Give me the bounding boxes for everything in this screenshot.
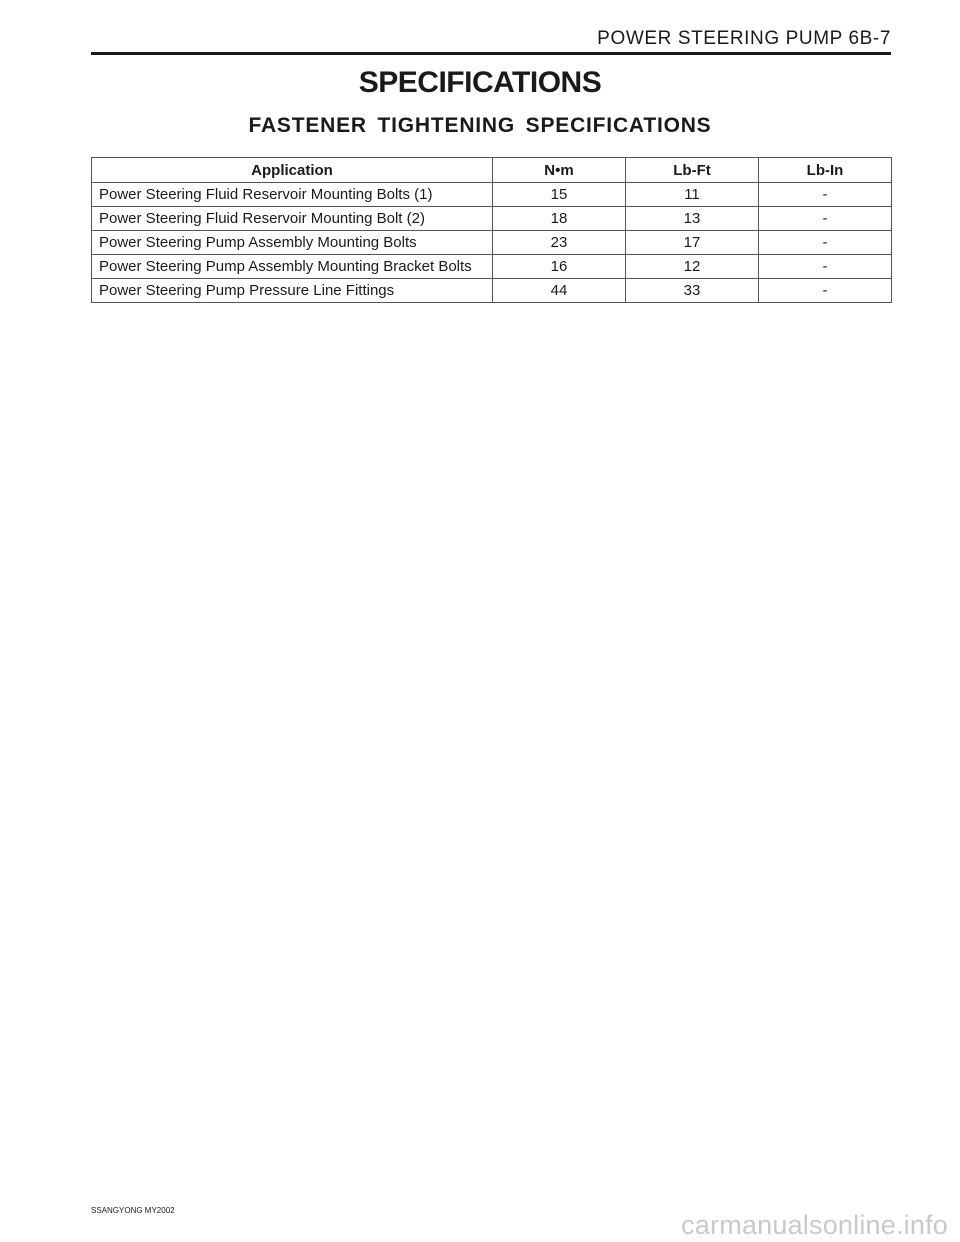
table-row xyxy=(92,255,892,279)
column-header-lbin: Lb-In xyxy=(759,158,892,183)
lbft-cell: 13 xyxy=(626,207,759,231)
page-title: SPECIFICATIONS xyxy=(358,66,602,99)
lbft-cell: 17 xyxy=(626,231,759,255)
lbin-cell: - xyxy=(759,231,892,255)
lbin-cell: - xyxy=(759,279,892,303)
nm-cell: 23 xyxy=(493,231,626,255)
watermark-text: carmanualsonline.info xyxy=(681,1210,948,1240)
nm-cell: 15 xyxy=(493,183,626,207)
application-cell: Power Steering Fluid Reservoir Mounting Bolts (1) xyxy=(92,183,493,207)
lbin-cell: - xyxy=(759,255,892,279)
nm-cell: 16 xyxy=(493,255,626,279)
table-row xyxy=(92,183,892,207)
table-row xyxy=(92,231,892,255)
lbin-cell: - xyxy=(759,183,892,207)
column-header-nm: N•m xyxy=(493,158,626,183)
table-row xyxy=(92,207,892,231)
column-header-application: Application xyxy=(92,158,493,183)
nm-cell: 44 xyxy=(493,279,626,303)
running-header: POWER STEERING PUMP 6B-7 xyxy=(597,28,891,49)
nm-cell: 18 xyxy=(493,207,626,231)
header-rule xyxy=(91,52,891,55)
table-header-row xyxy=(92,158,892,183)
application-cell: Power Steering Fluid Reservoir Mounting Bolt (2) xyxy=(92,207,493,231)
lbft-cell: 33 xyxy=(626,279,759,303)
column-header-lbft: Lb-Ft xyxy=(626,158,759,183)
publisher-mark: SSANGYONG MY2002 xyxy=(91,1206,175,1215)
fastener-spec-table xyxy=(91,157,892,303)
lbft-cell: 12 xyxy=(626,255,759,279)
application-cell: Power Steering Pump Assembly Mounting Bracket Bolts xyxy=(92,255,493,279)
application-cell: Power Steering Pump Assembly Mounting Bolts xyxy=(92,231,493,255)
section-title: FASTENER TIGHTENING SPECIFICATIONS xyxy=(248,114,712,137)
lbin-cell: - xyxy=(759,207,892,231)
lbft-cell: 11 xyxy=(626,183,759,207)
application-cell: Power Steering Pump Pressure Line Fittings xyxy=(92,279,493,303)
table-row xyxy=(92,279,892,303)
